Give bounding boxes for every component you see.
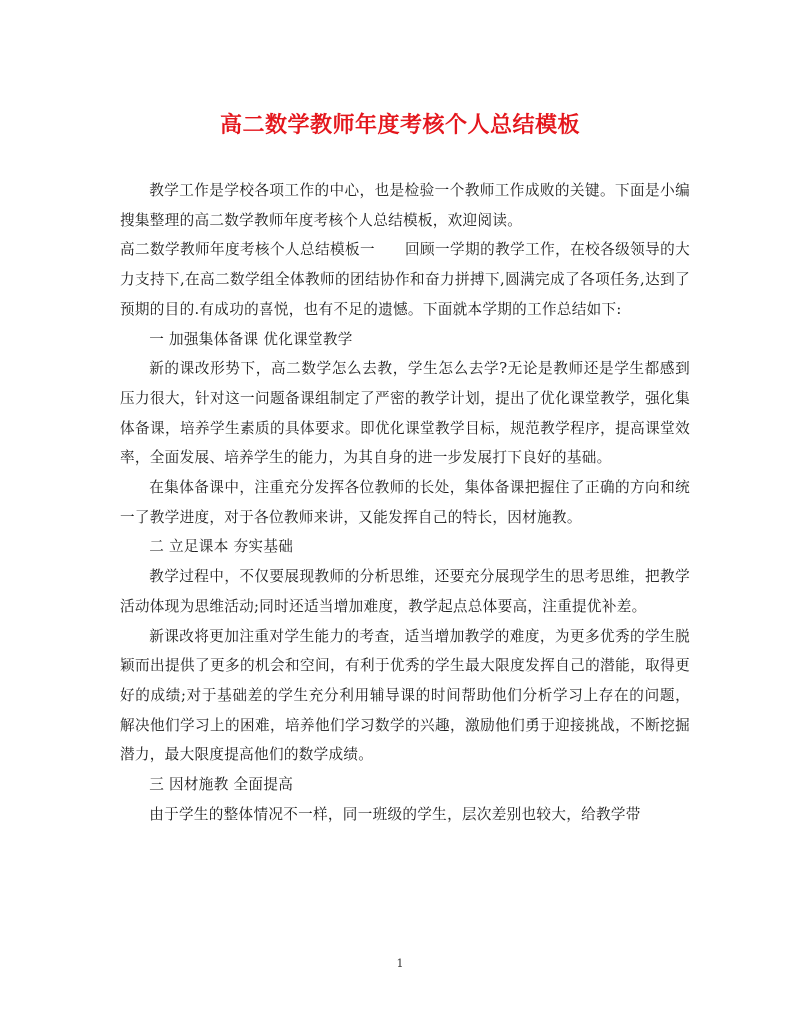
page-number: 1 <box>396 957 404 970</box>
section-heading-3: 三 因材施教 全面提高 <box>149 776 294 794</box>
intro-paragraph: 教学工作是学校各项工作的中心，也是检验一个教师工作成败的关键。下面是小编搜集整理的高二数学教师年度考核个人总结模板，欢迎阅读。 <box>120 182 690 229</box>
section1-paragraph-1: 新的课改形势下，高二数学怎么去教，学生怎么去学?无论是教师还是学生都感到压力很大，针对这一问题备课组制定了严密的教学计划，提出了优化课堂教学，强化集体备课，培养学生素质的具体要求。即优化课堂教学目标，规范教学程序，提高课堂效率，全面发展、培养学生的能力，为其自身的进一步发展打下良好的基础。 <box>120 360 690 467</box>
section3-paragraph-1: 由于学生的整体情况不一样，同一班级的学生，层次差别也较大，给教学带 <box>149 805 641 823</box>
section-heading-1: 一 加强集体备课 优化课堂教学 <box>149 330 353 348</box>
section2-paragraph-2: 新课改将更加注重对学生能力的考查，适当增加教学的难度，为更多优秀的学生脱颖而出提供了更多的机会和空间，有利于优秀的学生最大限度发挥自己的潜能，取得更好的成绩;对于基础差的学生充分利用辅导课的时间帮助他们分析学习上存在的问题，解决他们学习上的困难，培养他们学习数学的兴趣，激励他们勇于迎接挑战，不断挖掘潜力，最大限度提高他们的数学成绩。 <box>120 627 690 764</box>
template-opening-paragraph: 高二数学教师年度考核个人总结模板一 回顾一学期的教学工作，在校各级领导的大力支持下,在高二数学组全体教师的团结协作和奋力拼搏下,圆满完成了各项任务,达到了预期的目的.有成功的喜悦，也有不足的遗憾。下面就本学期的工作总结如下: <box>120 241 690 318</box>
section1-paragraph-2: 在集体备课中，注重充分发挥各位教师的长处，集体备课把握住了正确的方向和统一了教学进度，对于各位教师来讲，又能发挥自己的特长，因材施教。 <box>120 479 690 526</box>
document-body <box>120 176 690 829</box>
document-title: 高二数学教师年度考核个人总结模板 <box>219 112 580 138</box>
section-heading-2: 二 立足课本 夯实基础 <box>149 538 294 556</box>
section2-paragraph-1: 教学过程中，不仅要展现教师的分析思维，还要充分展现学生的思考思维，把教学活动体现为思维活动;同时还适当增加难度，教学起点总体要高，注重提优补差。 <box>120 568 690 615</box>
